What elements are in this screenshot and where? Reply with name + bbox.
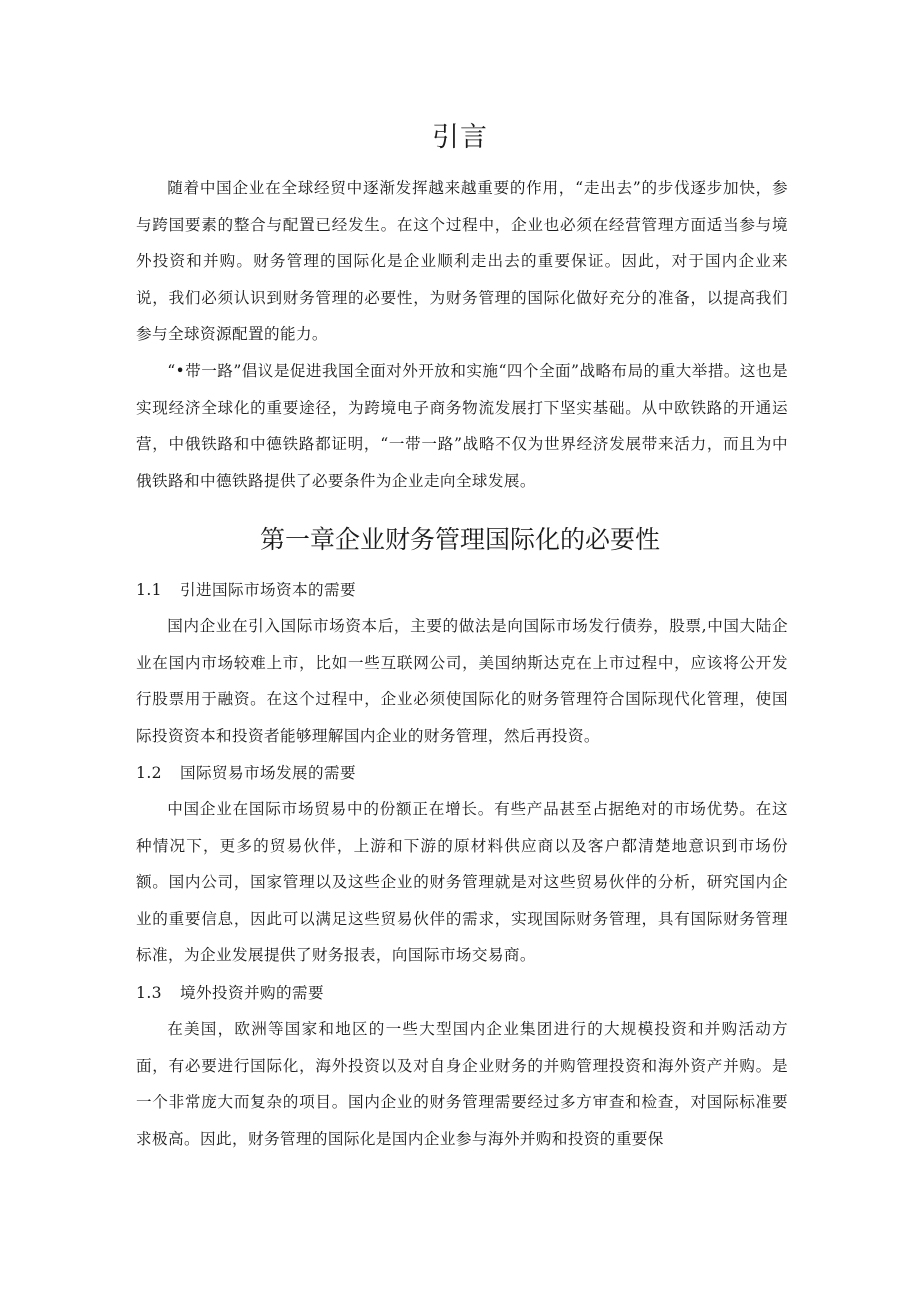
section-heading-text: 境外投资并购的需要 <box>180 984 324 1002</box>
section-heading-1-2 <box>136 755 788 791</box>
intro-paragraph-2: “•带一路”倡议是促进我国全面对外开放和实施“四个全面”战略布局的重大举措。这也是实现经济全球化的重要途径，为跨境电子商务物流发展打下坚实基础。从中欧铁路的开通运营，中俄铁路和中德铁路都证明，“一带一路”战略不仅为世界经济发展带来活力，而且为中俄铁路和中德铁路提供了必要条件为企业走向全球发展。 <box>136 362 788 490</box>
intro-paragraph-1: 随着中国企业在全球经贸中逐渐发挥越来越重要的作用，“走出去”的步伐逐步加快，参与跨国要素的整合与配置已经发生。在这个过程中，企业也必须在经营管理方面适当参与境外投资和并购。财务管理的国际化是企业顺利走出去的重要保证。因此，对于国内企业来说，我们必须认识到财务管理的必要性，为财务管理的国际化做好充分的准备，以提高我们参与全球资源配置的能力。 <box>136 179 788 343</box>
section-heading-1-3 <box>136 975 788 1011</box>
section-number: 1.1 <box>136 581 162 599</box>
section-heading-text: 引进国际市场资本的需要 <box>180 581 356 599</box>
section-number: 1.3 <box>136 984 162 1002</box>
section-number: 1.2 <box>136 764 162 782</box>
section-1-3-paragraph: 在美国，欧洲等国家和地区的一些大型国内企业集团进行的大规模投资和并购活动方面，有必要进行国际化，海外投资以及对自身企业财务的并购管理投资和海外资产并购。是一个非常庞大而复杂的项目。国内企业的财务管理需要经过多方审查和检查，对国际标准要求极高。因此，财务管理的国际化是国内企业参与海外并购和投资的重要保 <box>136 1020 788 1148</box>
intro-title: 引言 <box>432 122 488 153</box>
section-1-1-paragraph: 国内企业在引入国际市场资本后，主要的做法是向国际市场发行债券，股票,中国大陆企业在国内市场较难上市，比如一些互联网公司，美国纳斯达克在上市过程中，应该将公开发行股票用于融资。在这个过程中，企业必须使国际化的财务管理符合国际现代化管理，使国际投资资本和投资者能够理解国内企业的财务管理，然后再投资。 <box>136 617 788 745</box>
section-1-2-paragraph: 中国企业在国际市场贸易中的份额正在增长。有些产品甚至占据绝对的市场优势。在这种情况下，更多的贸易伙伴，上游和下游的原材料供应商以及客户都清楚地意识到市场份额。国内公司，国家管理以及这些企业的财务管理就是对这些贸易伙伴的分析，研究国内企业的重要信息，因此可以满足这些贸易伙伴的需求，实现国际财务管理，具有国际财务管理标准，为企业发展提供了财务报表，向国际市场交易商。 <box>136 800 788 964</box>
chapter-title: 第一章企业财务管理国际化的必要性 <box>259 525 660 554</box>
section-heading-text: 国际贸易市场发展的需要 <box>180 764 356 782</box>
section-heading-1-1 <box>136 572 788 608</box>
